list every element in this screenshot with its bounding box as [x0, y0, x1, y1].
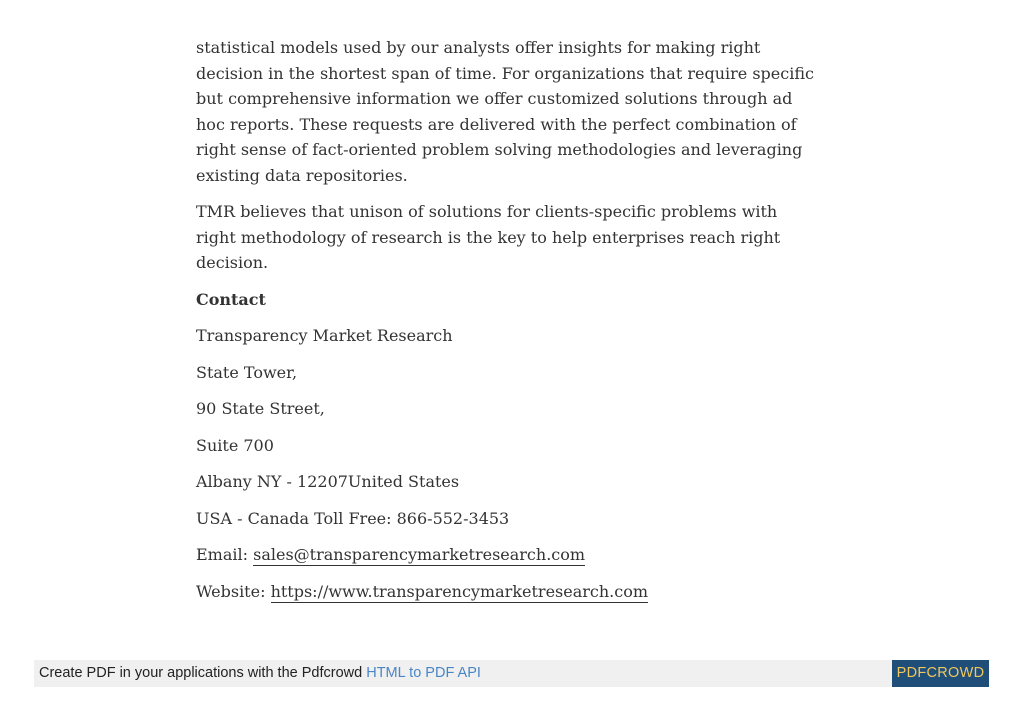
footer-text-container [39, 665, 481, 681]
contact-email-row [196, 542, 821, 568]
contact-city: Albany NY - 12207United States [196, 472, 460, 491]
contact-heading: Contact [196, 289, 266, 309]
contact-company: Transparency Market Research [196, 326, 453, 345]
footer-text: Create PDF in your applications with the Pdfcrowd [39, 665, 367, 681]
website-link[interactable]: https://www.transparencymarketresearch.com [270, 581, 649, 601]
email-label: Email: [196, 545, 254, 564]
body-paragraph-1: statistical models used by our analysts offer insights for making right decision in the shortest span of time. For organizations that require specific but comprehensive information we offer customized solutions through ad hoc reports. These requests are delivered with the perfect combination of right sense of fact-oriented problem solving methodologies and leveraging existing data repositories. [196, 38, 814, 185]
pdfcrowd-badge[interactable]: PDFCROWD [892, 660, 989, 687]
footer-api-link[interactable]: HTML to PDF API [366, 665, 481, 681]
contact-suite: Suite 700 [196, 435, 274, 455]
pdfcrowd-footer [34, 660, 989, 687]
contact-toll-free: USA - Canada Toll Free: 866-552-3453 [196, 508, 510, 528]
contact-street: 90 State Street, [196, 399, 325, 418]
contact-building: State Tower, [196, 362, 298, 382]
website-label: Website: [196, 581, 271, 601]
body-paragraph-2: TMR believes that unison of solutions for clients-specific problems with right methodology of research is the key to help enterprises reach right decision. [196, 202, 781, 272]
email-link[interactable]: sales@transparencymarketresearch.com [253, 545, 586, 564]
contact-website-row [196, 579, 821, 605]
document-content [196, 35, 821, 615]
